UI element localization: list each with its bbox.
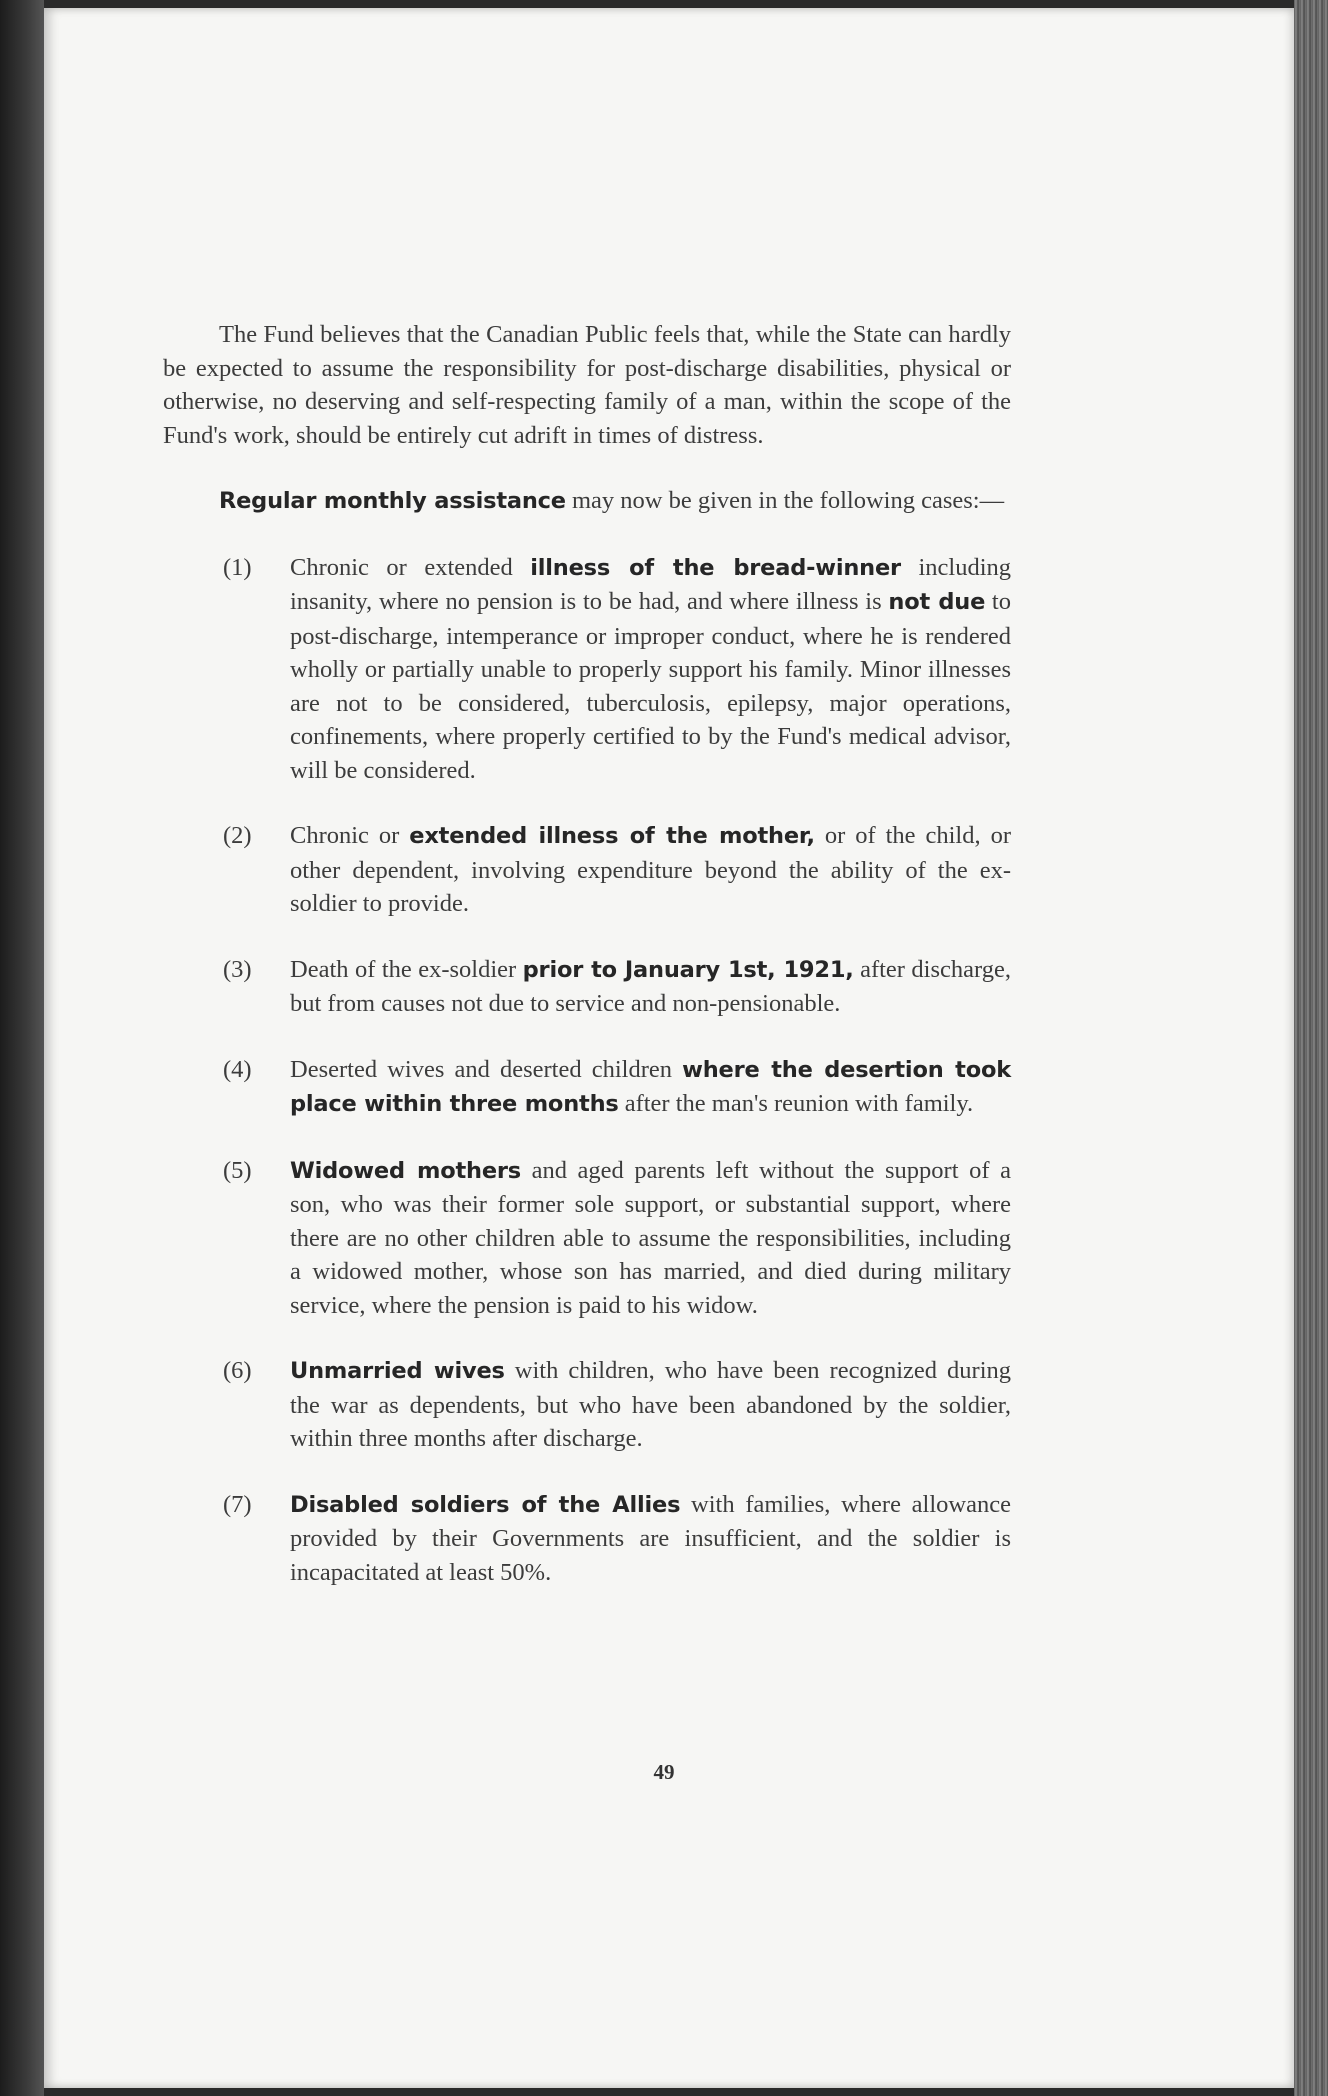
item-text: including insanity, where no pension is to be had, and where illness is <box>290 553 1011 615</box>
lead-bold: Regular monthly assistance <box>219 488 566 514</box>
item-bold: Disabled soldiers of the Allies <box>290 1491 681 1518</box>
item-bold: where the desertion took place within three months <box>290 1056 1011 1117</box>
page-body <box>163 318 1011 1621</box>
list-item-5 <box>163 1154 1011 1323</box>
list-item-3 <box>163 953 1011 1021</box>
item-number: (4) <box>223 1055 252 1083</box>
item-text: or of the child, or other dependent, involving expenditure beyond the ability of the ex-soldier to provide. <box>290 822 1011 917</box>
intro-paragraph: The Fund believes that the Canadian Public feels that, while the State can hardly be expected to assume the responsibility for post-discharge disabilities, physical or otherwise, no deserving and self-respecting family of a man, within the scope of the Fund's work, should be entirely cut adrift in times of distress. <box>163 321 1011 449</box>
item-text: after the man's reunion with family. <box>618 1090 974 1117</box>
item-text: and aged parents left without the support of a son, who was their former sole support, or substantial support, where there are no other children able to assume the responsibilities, including a widowed mother, whose son has married, and died during military service, where the pension is paid to his widow. <box>290 1156 1011 1319</box>
item-text: to post-discharge, intemperance or improper conduct, where he is rendered wholly or partially unable to properly support his family. Minor illnesses are not to be considered, tuberculosis, epilepsy, major operations, confinements, where properly certified to by the Fund's medical advisor, will be considered. <box>290 588 1011 784</box>
item-text: Chronic or <box>290 822 410 849</box>
item-text: with families, where allowance provided by their Governments are insufficient, and the soldier is incapacitated at least 50%. <box>290 1490 1011 1586</box>
item-bold: illness of the bread-winner <box>530 554 901 581</box>
item-text: Death of the ex-soldier <box>290 955 523 983</box>
item-number: (2) <box>223 822 252 849</box>
item-number: (5) <box>223 1156 252 1184</box>
item-bold: not due <box>888 589 986 615</box>
list-item-7 <box>163 1488 1011 1590</box>
item-bold: extended illness of the mother, <box>409 823 815 849</box>
list-item-4 <box>163 1053 1011 1122</box>
item-number: (7) <box>223 1490 252 1518</box>
item-text: after discharge, but from causes not due to service and non-pensionable. <box>290 955 1011 1017</box>
page-number: 49 <box>653 1760 675 1784</box>
list-item-6 <box>163 1354 1011 1456</box>
item-text: with children, who have been recognized during the war as dependents, but who have been abandoned by the soldier, within three months after discharge. <box>290 1357 1011 1452</box>
list-item-2 <box>163 819 1011 921</box>
item-bold: Unmarried wives <box>290 1358 505 1384</box>
list-item-1 <box>163 551 1011 788</box>
item-number: (1) <box>223 553 252 581</box>
lead-paragraph <box>163 484 1011 519</box>
item-text: Deserted wives and deserted children <box>290 1055 683 1083</box>
item-number: (6) <box>223 1357 252 1384</box>
item-number: (3) <box>223 955 252 983</box>
item-bold: Widowed mothers <box>290 1157 521 1184</box>
item-bold: prior to January 1st, 1921, <box>522 956 854 983</box>
lead-text: may now be given in the following cases:— <box>565 487 1005 514</box>
item-text: Chronic or extended <box>290 553 531 581</box>
